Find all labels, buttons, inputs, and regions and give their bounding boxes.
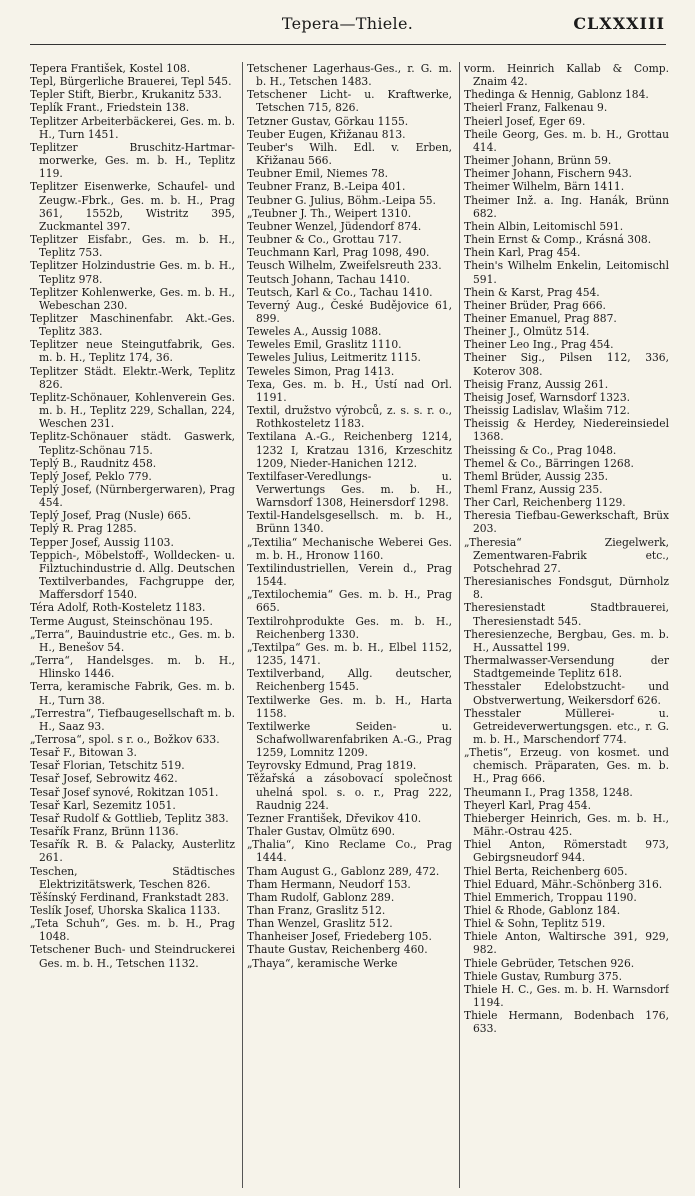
directory-entry: Teplitz-Schönauer, Kohlenverein Ges. m. b. H., Teplitz 229, Schallan, 224, Weschen 231. [30,390,235,431]
directory-entry: Teuber's Wilh. Edl. v. Erben, Křižanau 566. [247,140,452,168]
directory-entry: Textilana A.-G., Reichenberg 1214, 1232 I, Kratzau 1316, Krzeschitz 1209, Nieder-Hanichen 1212. [247,430,452,470]
directory-entry: Textilwerke Seiden- u. Schafwollwarenfabriken A.-G., Prag 1259, Lomnitz 1209. [247,719,452,760]
header-rule [30,44,666,45]
directory-entry: Teverný Aug., České Budějovice 61, 899. [247,298,452,325]
directory-entry: Thaute Gustav, Reichenberg 460. [247,943,428,957]
directory-entry: Thein Karl, Prag 454. [464,246,581,260]
directory-entry: Thein Albin, Leitomischl 591. [464,219,624,233]
directory-entry: Teplitzer Eisfabr., Ges. m. b. H., Teplitz 753. [30,233,235,260]
directory-entry: Thesstaler Edelobstzucht- und Obstverwertung, Weikersdorf 626. [464,680,669,707]
directory-entry: Tetschener Buch- und Steindruckerei Ges. m. b. H., Tetschen 1132. [30,943,235,970]
directory-entry: Teplitzer Städt. Elektr.-Werk, Teplitz 826. [30,364,235,391]
directory-entry: Theresia Tiefbau-Gewerkschaft, Brüx 203. [464,509,669,536]
directory-entry: Tetschener Lagerhaus-Ges., r. G. m. b. H., Tetschen 1483. [247,62,452,89]
directory-entry: Tezner František, Dřevikov 410. [247,811,422,825]
directory-entry: Těžařská a zásobovací společnost uhelná spol. s. o. r., Prag 222, Raudnig 224. [247,772,452,812]
directory-entry: Than Franz, Graslitz 512. [247,904,386,917]
directory-entry: Thiel Anton, Römerstadt 973, Gebirgsneudorf 944. [464,838,669,865]
column-divider [459,62,460,1188]
directory-entry: Teplitzer Bruschitz-Hartmar-morwerke, Ges. m. b. H., Teplitz 119. [30,140,235,181]
directory-entry: Teschen, Städtisches Elektrizitätswerk, Teschen 826. [30,864,235,891]
directory-entry: Teubner Franz, B.-Leipa 401. [247,180,406,194]
directory-entry: Teplitzer neue Steingutfabrik, Ges. m. b. H., Teplitz 174, 36. [30,338,235,365]
directory-entry: „Terrosa“, spol. s r. o., Božkov 633. [30,732,220,746]
directory-entry: Theresienstadt Stadtbrauerei, Theresienstadt 545. [464,601,669,628]
directory-entry: Teubner & Co., Grottau 717. [247,233,402,247]
directory-entry: Thiel Eduard, Mähr.-Schönberg 316. [464,877,663,891]
directory-entry: Thiele Hermann, Bodenbach 176, 633. [464,1009,669,1036]
directory-entry: Thiel & Rhode, Gablonz 184. [464,904,621,917]
directory-entry: Téra Adolf, Roth-Kosteletz 1183. [30,601,206,615]
directory-entry: Theimer Johann, Fischern 943. [464,167,632,181]
directory-entry: Teubner G. Julius, Böhm.-Leipa 55. [247,193,436,207]
directory-entry: Teslík Josef, Uhorska Skalica 1133. [30,904,221,917]
directory-entry: Teubner Wenzel, Jüdendorf 874. [247,219,422,233]
directory-entry: Terme August, Steinschönau 195. [30,614,213,628]
directory-columns [30,62,670,1188]
directory-entry: Tesařík Franz, Brünn 1136. [30,825,179,839]
directory-entry: Teuchmann Karl, Prag 1098, 490. [247,246,430,260]
directory-entry: Tepera František, Kostel 108. [30,62,191,75]
directory-entry: Teuber Eugen, Křižanau 813. [247,127,406,141]
directory-entry: Tepl, Bürgerliche Brauerei, Tepl 545. [30,75,232,89]
directory-entry: Textilwerke Ges. m. b. H., Harta 1158. [247,693,452,720]
directory-entry: Thiel & Sohn, Teplitz 519. [464,917,606,931]
directory-entry: Tetzner Gustav, Görkau 1155. [247,114,409,128]
directory-entry: Teppich-, Möbelstoff-, Wolldecken- u. Filztuchindustrie d. Allg. Deutschen Textilverbandes, Fachgruppe der, Maffersdorf 1540. [30,548,235,602]
directory-entry: Tepler Stift, Bierbr., Krukanitz 533. [30,88,222,102]
directory-entry: Tesař Josef, Sebrowitz 462. [30,772,178,786]
directory-entry: vorm. Heinrich Kallab & Comp. Znaim 42. [464,62,669,89]
directory-entry: Teplitzer Eisenwerke, Schaufel- und Zeugw.-Fbrk., Ges. m. b. H., Prag 361, 1552b, Wistritz 395, Zuckmantel 397. [30,180,235,233]
directory-entry: Thedinga & Hennig, Gablonz 184. [464,88,649,102]
directory-entry: Tham Rudolf, Gablonz 289. [247,890,395,904]
directory-entry: Thein's Wilhelm Enkelin, Leitomischl 591. [464,259,669,286]
directory-entry: Teplý B., Raudnitz 458. [30,456,157,470]
directory-entry: Texa, Ges. m. b. H., Ústí nad Orl. 1191. [247,377,452,404]
directory-entry: Tesař Florian, Tetschitz 519. [30,759,185,773]
directory-entry: Teplitzer Holzindustrie Ges. m. b. H., Teplitz 978. [30,259,235,286]
directory-entry: „Terra“, Bauindustrie etc., Ges. m. b. H., Benešov 54. [30,627,235,654]
directory-entry: Teplík Frant., Friedstein 138. [30,101,190,115]
directory-entry: Thiel Emmerich, Troppau 1190. [464,890,637,904]
directory-entry: Themel & Co., Bärringen 1268. [464,456,634,470]
directory-entry: Ther Carl, Reichenberg 1129. [464,496,626,510]
directory-entry: „Textilia“ Mechanische Weberei Ges. m. b. H., Hronow 1160. [247,535,452,562]
directory-entry: Theissing & Co., Prag 1048. [464,443,617,457]
directory-entry: Teplý Josef, Peklo 779. [30,469,152,483]
directory-entry: Textilfaser-Veredlungs- u. Verwertungs Ges. m. b. H., Warnsdorf 1308, Heinersdorf 1298. [247,469,452,510]
directory-entry: Teubner Emil, Niemes 78. [247,167,389,181]
directory-entry: Theierl Franz, Falkenau 9. [464,101,608,115]
directory-entry: Thieberger Heinrich, Ges. m. b. H., Mähr.-Ostrau 425. [464,811,669,839]
directory-entry: Than Wenzel, Graslitz 512. [247,917,393,931]
directory-entry: Těšínský Ferdinand, Frankstadt 283. [30,890,229,904]
directory-entry: Tepper Josef, Aussig 1103. [30,535,174,549]
directory-entry: Thein & Karst, Prag 454. [464,285,600,299]
directory-entry: Thiele Anton, Waltirsche 391, 929, 982. [464,930,669,957]
directory-entry: Theiner Brüder, Prag 666. [464,298,606,312]
directory-entry: Theiner J., Olmütz 514. [464,325,590,339]
page-header [0,0,695,40]
directory-entry: Tesařík R. B. & Palacky, Austerlitz 261. [30,838,235,865]
directory-entry: Tham August G., Gablonz 289, 472. [247,864,440,878]
directory-entry: Theissig & Herdey, Niedereinsiedel 1368. [464,417,669,444]
directory-entry: Theresienzeche, Bergbau, Ges. m. b. H., Aussattel 199. [464,627,669,654]
directory-entry: Teplitzer Maschinenfabr. Akt.-Ges. Teplitz 383. [30,311,235,339]
directory-entry: Textil, družstvo výrobců, z. s. s. r. o., Rothkosteletz 1183. [247,404,452,431]
directory-entry: „Terra“, Handelsges. m. b. H., Hlinsko 1446. [30,654,235,681]
column-divider [242,62,243,1188]
directory-entry: „Textilpa“ Ges. m. b. H., Elbel 1152, 1235, 1471. [247,640,452,668]
directory-entry: Theierl Josef, Eger 69. [464,114,586,128]
directory-entry: Teplitzer Arbeiterbäckerei, Ges. m. b. H., Turn 1451. [30,114,235,141]
directory-entry: Teutsch Johann, Tachau 1410. [247,272,410,286]
directory-entry: „Thalia“, Kino Reclame Co., Prag 1444. [247,838,452,865]
directory-entry: Thiel Berta, Reichenberg 605. [464,864,628,878]
directory-entry: Teweles Simon, Prag 1413. [247,364,395,378]
directory-entry: Theisig Franz, Aussig 261. [464,377,609,391]
directory-entry: Thiele Gustav, Rumburg 375. [464,969,622,983]
directory-entry: Thein Ernst & Comp., Krásná 308. [464,233,652,247]
directory-entry: Teplitzer Kohlenwerke, Ges. m. b. H., Webeschan 230. [30,285,235,312]
directory-entry: Teweles Emil, Graslitz 1110. [247,338,402,352]
directory-entry: Theyerl Karl, Prag 454. [464,798,592,812]
directory-entry: Theissig Ladislav, Wlašim 712. [464,404,630,418]
directory-entry: Tham Hermann, Neudorf 153. [247,877,411,891]
directory-entry: Tesař Josef synové, Rokitzan 1051. [30,785,219,799]
directory-entry: Tesař Rudolf & Gottlieb, Teplitz 383. [30,811,229,825]
directory-entry: Tetschener Licht- u. Kraftwerke, Tetschen 715, 826. [247,88,452,115]
directory-entry: Thiele Gebrüder, Tetschen 926. [464,956,635,970]
directory-entry: Theiner Leo Ing., Prag 454. [464,338,614,352]
directory-entry: Textilrohprodukte Ges. m. b. H., Reichenberg 1330. [247,614,452,641]
directory-entry: Teweles Julius, Leitmeritz 1115. [247,351,421,365]
column-1 [30,62,235,1188]
directory-entry: Terra, keramische Fabrik, Ges. m. b. H., Turn 38. [30,680,235,707]
directory-entry: Teyrovsky Edmund, Prag 1819. [247,759,417,773]
directory-entry: „Thetis“, Erzeug. von kosmet. und chemisch. Präparaten, Ges. m. b. H., Prag 666. [464,746,669,786]
directory-entry: Teplý Josef, Prag (Nusle) 665. [30,509,192,523]
directory-entry: Teplý Josef, (Nürnbergerwaren), Prag 454. [30,483,235,510]
directory-entry: Theiner Emanuel, Prag 887. [464,311,617,325]
directory-entry: Teweles A., Aussig 1088. [247,325,382,339]
directory-entry: Textilindustriellen, Verein d., Prag 1544. [247,561,452,589]
directory-entry: „Textilochemia“ Ges. m. b. H., Prag 665. [247,588,452,615]
directory-entry: Theml Franz, Aussig 235. [464,483,603,496]
directory-entry: Theimer Wilhelm, Bärn 1411. [464,180,625,194]
directory-entry: Theresianisches Fondsgut, Dürnholz 8. [464,575,669,602]
directory-entry: Tesař F., Bitowan 3. [30,746,137,760]
directory-entry: Teplitz-Schönauer städt. Gaswerk, Teplitz-Schönau 715. [30,430,235,457]
column-2 [247,62,452,1188]
directory-entry: Thaler Gustav, Olmütz 690. [247,825,396,839]
directory-entry: Tesař Karl, Sezemitz 1051. [30,798,176,812]
directory-entry: Theile Georg, Ges. m. b. H., Grottau 414. [464,127,669,154]
page-number: CLXXXIII [573,14,665,33]
directory-entry: Textilverband, Allg. deutscher, Reichenberg 1545. [247,667,452,694]
directory-entry: Thesstaler Müllerei- u. Getreideverwertungsgen. etc., r. G. m. b. H., Marschendorf 774. [464,706,669,746]
directory-entry: „Thaya“, keramische Werke [247,956,398,970]
directory-entry: „Teubner J. Th., Weipert 1310. [247,206,412,220]
running-title: Tepera—Thiele. [281,14,414,33]
directory-entry: Thiele H. C., Ges. m. b. H. Warnsdorf 1194. [464,982,669,1010]
directory-entry: Teusch Wilhelm, Zweifelsreuth 233. [247,259,442,273]
directory-entry: Textil-Handelsgesellsch. m. b. H., Brünn 1340. [247,509,452,536]
directory-entry: Teutsch, Karl & Co., Tachau 1410. [247,285,433,299]
directory-entry: „Theresia“ Ziegelwerk, Zementwaren-Fabrik etc., Potschehrad 27. [464,535,669,575]
directory-entry: „Terrestra“, Tiefbaugesellschaft m. b. H., Saaz 93. [30,706,235,733]
directory-entry: Theimer Johann, Brünn 59. [464,154,612,168]
column-3 [464,62,669,1188]
directory-entry: Thermalwasser-Versendung der Stadtgemeinde Teplitz 618. [464,654,669,681]
directory-entry: Theimer Inž. a. Ing. Hanák, Brünn 682. [464,193,669,220]
directory-entry: Theiner Sig., Pilsen 112, 336, Koterov 308. [464,351,669,378]
directory-entry: Thanheiser Josef, Friedeberg 105. [247,930,432,944]
directory-entry: Teplý R. Prag 1285. [30,522,137,536]
directory-entry: „Teta Schuh“, Ges. m. b. H., Prag 1048. [30,917,235,944]
directory-entry: Theisig Josef, Warnsdorf 1323. [464,390,631,404]
directory-entry: Theumann I., Prag 1358, 1248. [464,785,633,799]
directory-entry: Theml Brüder, Aussig 235. [464,469,609,483]
